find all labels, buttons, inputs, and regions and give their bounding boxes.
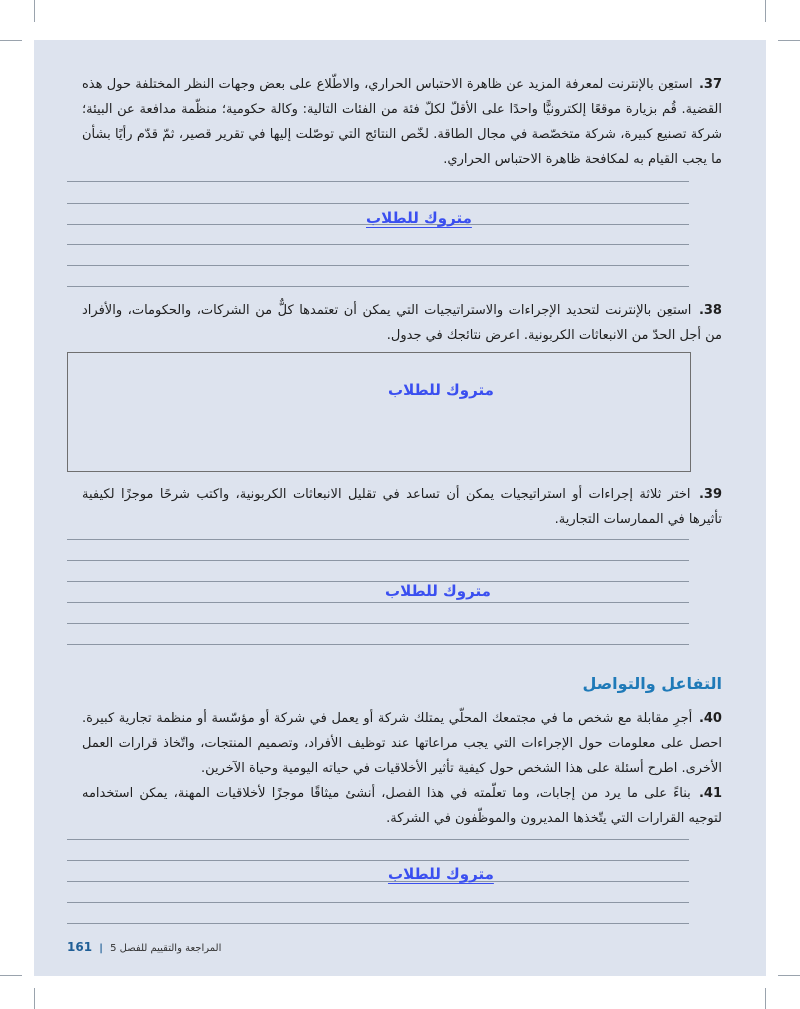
page-number: 161 bbox=[67, 940, 93, 954]
answer-table-box[interactable] bbox=[67, 352, 691, 472]
section-title: التفاعل والتواصل bbox=[582, 674, 722, 693]
answer-note-37: متروك للطلاب bbox=[366, 209, 472, 227]
question-number: 37. bbox=[698, 77, 722, 92]
question-text: بناءً على ما يرد من إجابات، وما تعلّمته في هذا الفصل، أنشئ ميثاقًا موجزًا لأخلاقيات المهنة، يمكن استخدامه لتوجيه القرارات التي يتّخذها المديرون والموظّفون في الشركة. bbox=[82, 786, 722, 826]
answer-note-39: متروك للطلاب bbox=[385, 582, 491, 600]
page-footer bbox=[67, 940, 221, 954]
footer-separator: | bbox=[99, 943, 103, 954]
chapter-label: المراجعة والتقييم للفصل 5 bbox=[110, 943, 222, 954]
question-text: استعِن بالإنترنت لتحديد الإجراءات والاستراتيجيات التي يمكن أن تعتمدها كلٌّ من الشركات، والحكومات، والأفراد من أجل الحدّ من الانبعاثات الكربونية. اعرض نتائجك في جدول. bbox=[82, 303, 722, 343]
question-number: 41. bbox=[698, 786, 722, 801]
question-38 bbox=[82, 298, 722, 348]
crop-mark bbox=[778, 40, 800, 41]
question-text: اختر ثلاثة إجراءات أو استراتيجيات يمكن أن تساعد في تقليل الانبعاثات الكربونية، واكتب شرحًا موجزًا لكيفية تأثيرها في الممارسات التجارية. bbox=[82, 487, 722, 527]
question-number: 39. bbox=[698, 487, 722, 502]
question-39 bbox=[82, 482, 722, 532]
crop-mark bbox=[765, 988, 766, 1009]
question-40 bbox=[82, 706, 722, 781]
question-text: استعِن بالإنترنت لمعرفة المزيد عن ظاهرة الاحتباس الحراري، والاطّلاع على بعض وجهات النظر المختلفة حول هذه القضية. قُم بزيارة موقعًا إلكترونيًّا واحدًا على الأقلّ لكلّ فئة من الفئات التالية: وكالة حكومية؛ منظّمة مدافعة عن البيئة؛ شركة تصنيع كبيرة، شركة متخصّصة في مجال الطاقة. لخّص النتائج التي توصّلت إليها في تقرير قصير، ثمّ قدّم رأيًا بشأن ما يجب القيام به لمكافحة ظاهرة الاحتباس الحراري. bbox=[82, 77, 722, 167]
crop-mark bbox=[765, 0, 766, 22]
crop-mark bbox=[34, 0, 35, 22]
question-41 bbox=[82, 781, 722, 831]
crop-mark bbox=[778, 975, 800, 976]
answer-note-41: متروك للطلاب bbox=[388, 865, 494, 883]
crop-mark bbox=[0, 975, 22, 976]
question-number: 40. bbox=[698, 711, 722, 726]
crop-mark bbox=[0, 40, 22, 41]
crop-mark bbox=[34, 988, 35, 1009]
question-number: 38. bbox=[698, 303, 722, 318]
question-37 bbox=[82, 72, 722, 172]
question-text: أجرِ مقابلة مع شخص ما في مجتمعك المحلّي يمتلك شركة أو يعمل في شركة أو مؤسّسة أو منظمة تجارية كبيرة. احصل على معلومات حول الإجراءات التي يجب مراعاتها عند توظيف الأفراد، وتصميم المنتجات، واتّخاذ قرارات العمل الأخرى. اطرح أسئلة على هذا الشخص حول كيفية تأثير الأخلاقيات في حياته اليومية وحياة الآخرين. bbox=[82, 711, 722, 776]
answer-note-38: متروك للطلاب bbox=[388, 381, 494, 399]
